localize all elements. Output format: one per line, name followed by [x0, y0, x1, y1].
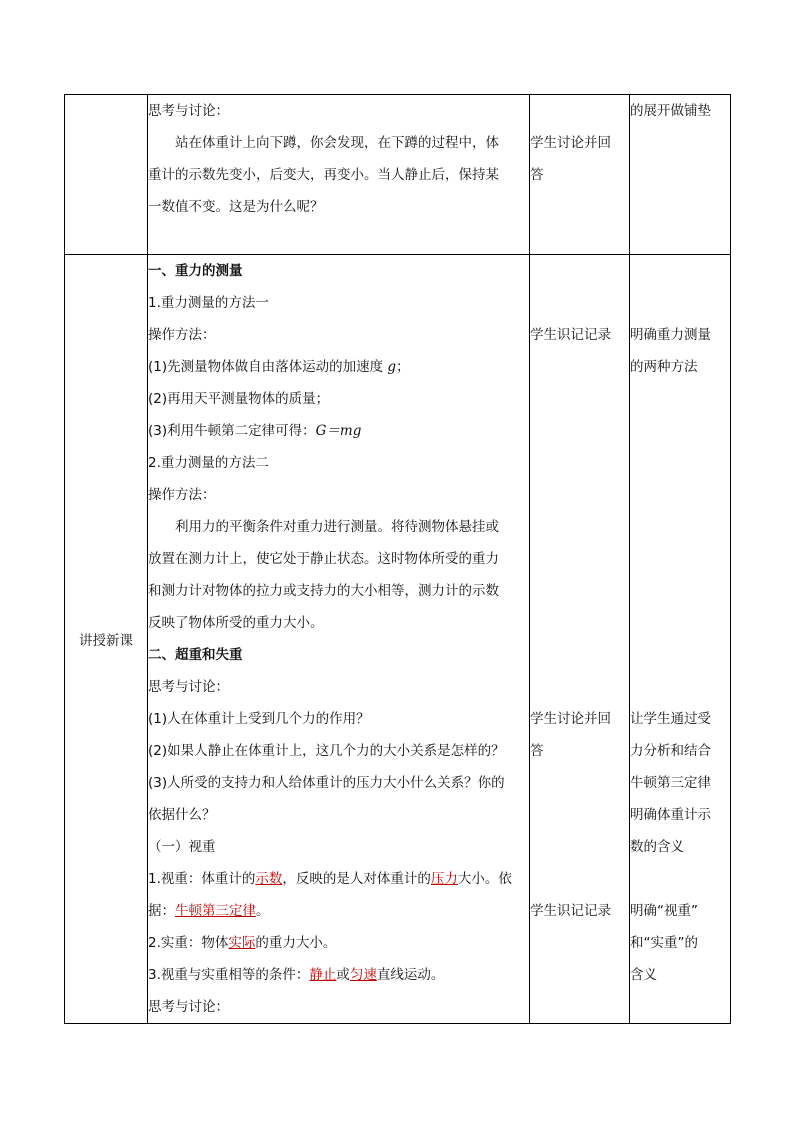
fill-answer: 牛顿第三定律	[175, 903, 256, 919]
question-line: (3)人所受的支持力和人给体重计的压力大小什么关系？你的	[148, 775, 505, 791]
student-activity-cell	[530, 95, 630, 255]
section-heading: 一、重力的测量	[148, 263, 243, 279]
design-intent: 的展开做铺垫	[630, 103, 711, 119]
fill-answer: 压力	[430, 871, 458, 887]
table-row	[65, 255, 731, 1024]
paragraph-line: 重计的示数先变小，后变大，再变小。当人静止后，保持某	[148, 167, 499, 183]
paragraph-line: 站在体重计上向下蹲，你会发现，在下蹲的过程中，体	[175, 135, 499, 151]
paragraph-line: 一数值不变。这是为什么呢？	[148, 199, 324, 215]
student-activity-cell	[530, 255, 630, 1024]
stage-label: 讲授新课	[79, 633, 133, 649]
design-intent: 明确重力测量	[630, 327, 711, 343]
design-intent: 数的含义	[630, 839, 684, 855]
design-intent: 明确体重计示	[630, 807, 711, 823]
paragraph-line: 利用力的平衡条件对重力进行测量。将待测物体悬挂或	[175, 519, 499, 535]
discussion-title: 思考与讨论：	[148, 679, 229, 695]
definition-line: 2.实重：物体实际的重力大小。	[148, 935, 337, 951]
paragraph-line: 放置在测力计上，使它处于静止状态。这时物体所受的重力	[148, 551, 499, 567]
paragraph-line: 反映了物体所受的重力大小。	[148, 615, 324, 631]
design-intent: 含义	[630, 967, 657, 983]
fill-answer: 静止	[309, 967, 337, 983]
student-activity: 学生讨论并回	[530, 711, 611, 727]
design-intent-cell	[630, 95, 731, 255]
definition-line: 据：牛顿第三定律。	[148, 903, 270, 919]
design-intent: 明确“视重”	[630, 903, 698, 919]
step-line: (1)先测量物体做自由落体运动的加速度 g；	[148, 359, 410, 375]
operation-label: 操作方法：	[148, 327, 216, 343]
student-activity: 学生识记记录	[530, 903, 611, 919]
discussion-title: 思考与讨论：	[148, 103, 229, 119]
design-intent: 力分析和结合	[630, 743, 711, 759]
fill-answer: 实际	[228, 935, 256, 951]
paragraph-line: 和测力计对物体的拉力或支持力的大小相等，测力计的示数	[148, 583, 499, 599]
question-line: (1)人在体重计上受到几个力的作用？	[148, 711, 370, 727]
design-intent: 牛顿第三定律	[630, 775, 711, 791]
definition-line: 1.视重：体重计的示数，反映的是人对体重计的压力大小。依	[148, 871, 512, 887]
stage-cell-empty	[65, 95, 148, 255]
method-title: 1.重力测量的方法一	[148, 295, 269, 311]
student-activity: 学生讨论并回	[530, 135, 611, 151]
formula: G＝mg	[315, 423, 362, 439]
question-line: 依据什么？	[148, 807, 216, 823]
student-activity: 答	[530, 743, 544, 759]
method-title: 2.重力测量的方法二	[148, 455, 269, 471]
content-cell	[148, 95, 530, 255]
table-row	[65, 95, 731, 255]
lesson-plan-table	[64, 94, 731, 1024]
design-intent: 和“实重”的	[630, 935, 698, 951]
step-line: (2)再用天平测量物体的质量；	[148, 391, 330, 407]
stage-cell	[65, 255, 148, 1024]
fill-answer: 示数	[255, 871, 283, 887]
design-intent: 让学生通过受	[630, 711, 711, 727]
operation-label: 操作方法：	[148, 487, 216, 503]
section-heading: 二、超重和失重	[148, 647, 243, 663]
student-activity: 答	[530, 167, 544, 183]
design-intent: 的两种方法	[630, 359, 698, 375]
step-line: (3)利用牛顿第二定律可得：G＝mg	[148, 423, 362, 439]
content-cell	[148, 255, 530, 1024]
subsection-title: （一）视重	[148, 839, 216, 855]
question-line: (2)如果人静止在体重计上，这几个力的大小关系是怎样的？	[148, 743, 505, 759]
discussion-title: 思考与讨论：	[148, 999, 229, 1015]
student-activity: 学生识记记录	[530, 327, 611, 343]
design-intent-cell	[630, 255, 731, 1024]
fill-answer: 匀速	[349, 967, 377, 983]
definition-line: 3.视重与实重相等的条件：静止或匀速直线运动。	[148, 967, 445, 983]
